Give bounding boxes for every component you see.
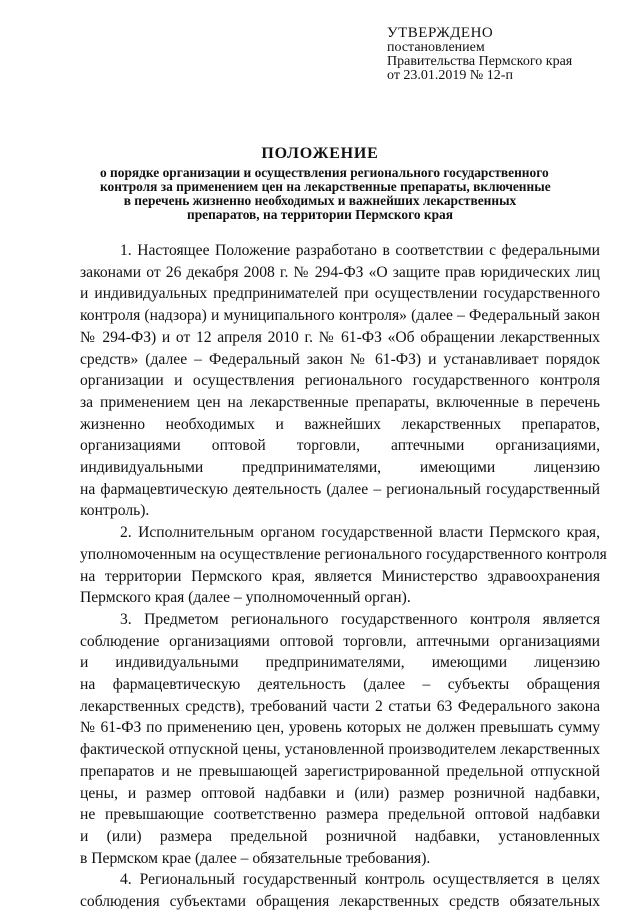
subtitle-line: контроля за применением цен на лекарственные препараты, включенные [100,179,551,194]
text-line: 1. Настоящее Положение разработано в соответствии с федеральными [120,242,600,259]
text-line: индивидуальными предпринимателями, имеющими лицензию [80,459,600,477]
approval-line: Правительства Пермского края [387,54,573,69]
paragraph-1 [80,240,600,522]
text-line: № 61-ФЗ по применению цен, уровень которых не должен превышать сумму [80,719,600,737]
text-line: соблюдения субъектами обращения лекарственных средств обязательных [80,893,600,911]
text-line: контроля (надзора) и муниципального контроля» (далее – Федеральный закон [80,307,600,325]
text-line: 2. Исполнительным органом государственной власти Пермского края, [120,524,600,542]
text-line: соблюдение организациями оптовой торговли, аптечными организациями [80,632,600,650]
text-line: 3. Предметом регионального государственного контроля является [120,610,600,628]
approval-line: постановлением [387,40,485,55]
text-line: за применением цен на лекарственные препараты, включенные в перечень [80,393,600,411]
subtitle-line: о порядке организации и осуществления регионального государственного [100,165,549,180]
text-line: фактической отпускной цены, установленной производителем лекарственных [80,741,600,759]
approval-stamp [387,26,627,83]
text-line: организациями оптовой торговли, аптечными организациями, [80,437,600,455]
text-line: средств» (далее – Федеральный закон № 61-ФЗ) и устанавливает порядок [80,350,600,368]
text-line: лекарственных средств), требований части 2 статьи 63 Федерального закона [80,697,600,715]
text-line: цены, и размер оптовой надбавки и (или) размер розничной надбавки, [80,784,600,802]
text-line: и индивидуальными предпринимателями, имеющими лицензию [80,654,600,672]
text-line: 4. Региональный государственный контроль осуществляется в целях [120,871,600,889]
text-line: законами от 26 декабря 2008 г. № 294-ФЗ «О защите прав юридических лиц [80,263,600,281]
text-line: № 294-ФЗ) и от 12 апреля 2010 г. № 61-ФЗ «Об обращении лекарственных [80,328,600,346]
text-line: в Пермском крае (далее – обязательные требования). [80,849,431,867]
text-line: уполномоченным на осуществление регионального государственного контроля [80,545,607,563]
text-line: и (или) размера предельной розничной надбавки, установленных [80,827,600,845]
text-line: Пермского края (далее – уполномоченный орган). [80,589,411,607]
paragraph-3 [80,609,600,869]
document-title: ПОЛОЖЕНИЕ [261,145,379,162]
approval-line: от 23.01.2019 № 12-п [387,68,513,83]
text-line: организации и осуществления регионального государственного контроля [80,372,600,390]
paragraph-4 [80,869,600,912]
subtitle-line: в перечень жизненно необходимых и важнейших лекарственных [123,193,517,208]
text-line: жизненно необходимых и важнейших лекарственных препаратов, [80,415,600,433]
text-line: препаратов и не превышающей зарегистрированной предельной отпускной [80,762,600,780]
text-line: на фармацевтическую деятельность (далее – субъекты обращения [80,676,600,694]
document-body [80,240,607,913]
text-line: на фармацевтическую деятельность (далее – региональный государственный [80,480,600,498]
text-line: контроль). [80,502,150,520]
text-line: на территории Пермского края, является Министерство здравоохранения [80,567,600,585]
document-subtitle [100,165,551,222]
approval-title: УТВЕРЖДЕНО [387,25,494,41]
paragraph-2 [80,522,607,609]
text-line: и индивидуальных предпринимателей при осуществлении государственного [80,285,600,303]
text-line: не превышающие соответственно размера предельной оптовой надбавки [80,806,600,824]
subtitle-line: препаратов, на территории Пермского края [186,207,453,222]
